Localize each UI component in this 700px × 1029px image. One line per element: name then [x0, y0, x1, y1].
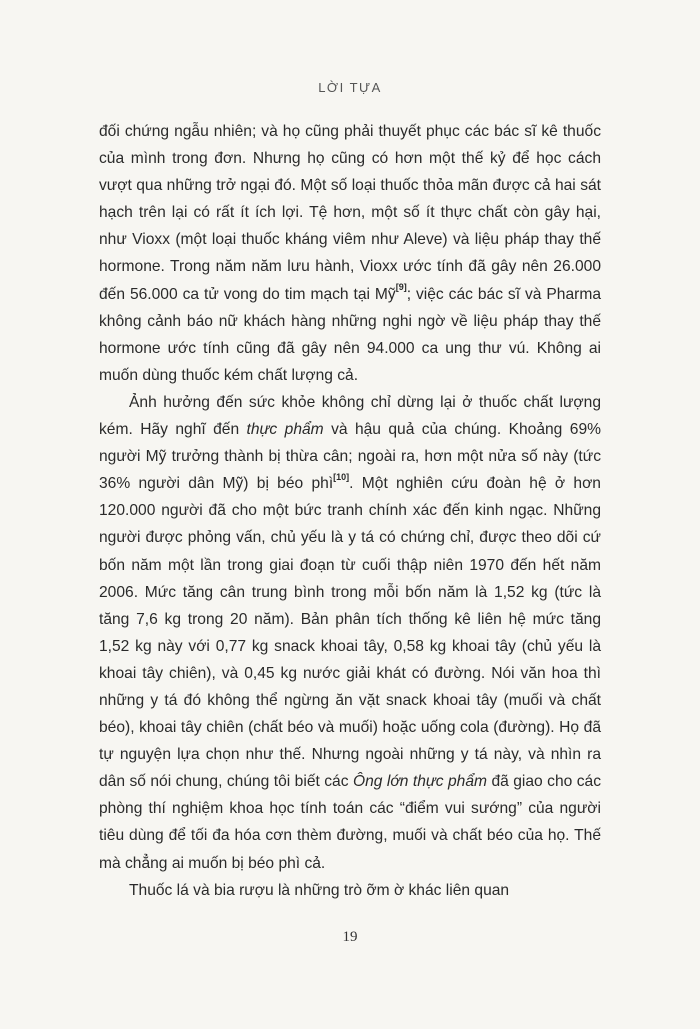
emphasis-text: Ông lớn thực phẩm [352, 773, 488, 791]
footnote-ref-9: [9] [395, 282, 407, 293]
body-text [99, 118, 601, 904]
paragraph-1 [99, 118, 601, 389]
paragraph-text: Thuốc lá và bia rượu là những trò ỡm ờ khác liên quan [129, 881, 510, 899]
paragraph-text: . Một nghiên cứu đoàn hệ ở hơn 120.000 người đã cho một bức tranh chính xác đến kinh ngạc. Những người được phỏng vấn, chủ yếu là y tá có chứng chỉ, được theo dõi cứ bốn năm một lần trong giai đoạn từ cuối thập niên 1970 đến hết năm 2006. Mức tăng cân trung bình trong mỗi bốn năm là 1,52 kg (tức là tăng 7,6 kg trong 20 năm). Bản phân tích thống kê liên hệ mức tăng 1,52 kg này với 0,77 kg snack khoai tây, 0,58 kg khoai tây (chủ yếu là khoai tây chiên), và 0,45 kg nước giải khát có đường. Nói văn hoa thì những y tá đó không thể ngừng ăn vặt snack khoai tây (muối và chất béo), khoai tây chiên (chất béo và muối) hoặc uống cola (đường). Họ đã tự nguyện lựa chọn như thế. Nhưng ngoài những y tá này, và nhìn ra dân số nói chung, chúng tôi biết các [99, 475, 601, 791]
paragraph-3 [99, 877, 601, 904]
paragraph-2 [99, 389, 601, 877]
paragraph-text: đối chứng ngẫu nhiên; và họ cũng phải thuyết phục các bác sĩ kê thuốc của mình trong đơn. Nhưng họ cũng có hơn một thế kỷ để học cách vượt qua những trở ngại đó. Một số loại thuốc thỏa mãn được cả hai sát hạch trên lại có rất ít ích lợi. Tệ hơn, một số ít thực chất còn gây hại, như Vioxx (một loại thuốc kháng viêm như Aleve) và liệu pháp thay thế hormone. Trong năm năm lưu hành, Vioxx ước tính đã gây nên 26.000 đến 56.000 ca tử vong do tim mạch tại Mỹ [99, 123, 601, 303]
paragraph-text: và hậu quả của chúng. Khoảng 69% người Mỹ trưởng thành bị thừa cân; ngoài ra, hơn một nửa số này (tức 36% người dân Mỹ) bị béo phì [99, 421, 601, 493]
emphasis-text: thực phẩm [246, 421, 324, 439]
paragraph-text: đã giao cho các phòng thí nghiệm khoa học tính toán các “điểm vui sướng” của người tiêu dùng để tối đa hóa cơn thèm đường, muối và chất béo của họ. Thế mà chẳng ai muốn bị béo phì cả. [99, 773, 601, 872]
running-header: LỜI TỰA [318, 80, 382, 95]
footnote-ref-10: [10] [333, 472, 350, 483]
paragraph-text: ; việc các bác sĩ và Pharma không cảnh báo nữ khách hàng những nghi ngờ về liệu pháp thay thế hormone ước tính cũng đã gây nên 94.000 ca ung thư vú. Không ai muốn dùng thuốc kém chất lượng cả. [99, 285, 602, 384]
page-number: 19 [342, 929, 358, 945]
paragraph-text: Ảnh hưởng đến sức khỏe không chỉ dừng lại ở thuốc chất lượng kém. Hãy nghĩ đến [99, 393, 601, 439]
